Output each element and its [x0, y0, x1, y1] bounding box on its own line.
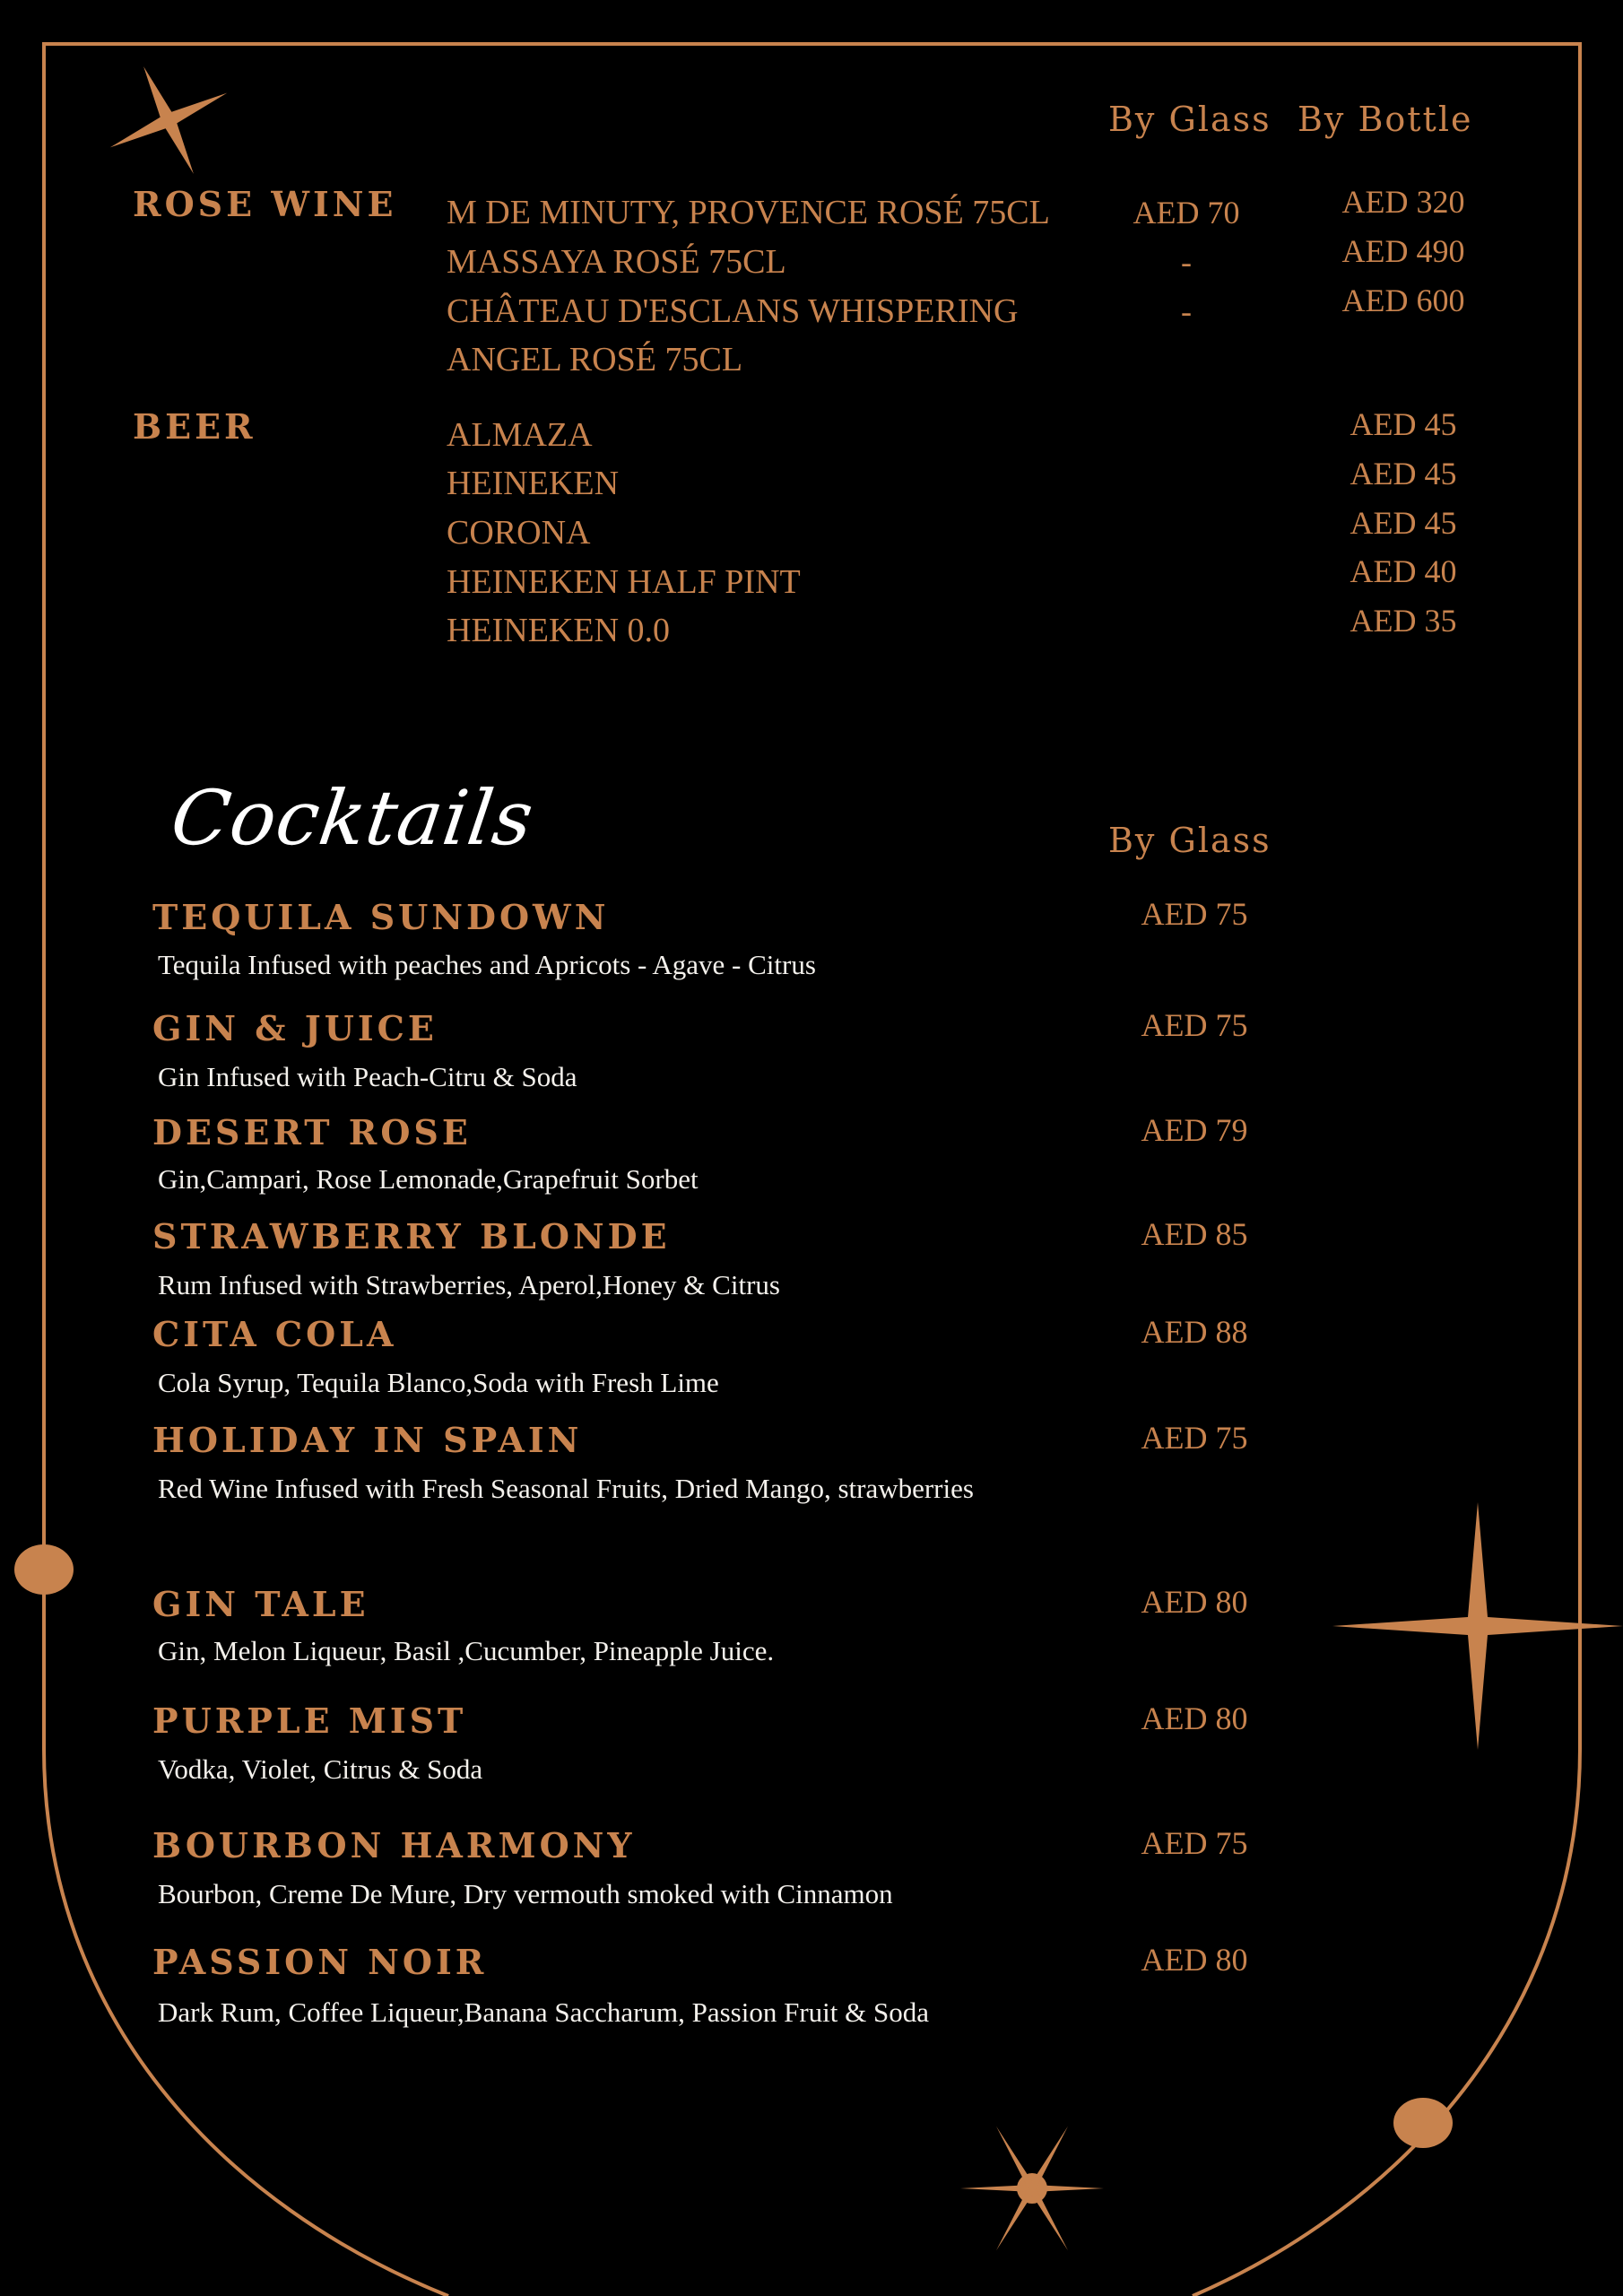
cocktail-price: AED 80	[1141, 1700, 1248, 1736]
beer-price: AED 45	[1350, 505, 1457, 541]
beer-item-name: HEINEKEN	[447, 465, 620, 502]
four-point-star-icon	[85, 39, 252, 201]
cocktail-description: Gin, Melon Liqueur, Basil ,Cucumber, Pineapple Juice.	[158, 1635, 775, 1666]
wine-item-name: MASSAYA ROSÉ 75CL	[447, 243, 786, 281]
wine-bottle-price: AED 320	[1341, 184, 1465, 220]
beer-item-name: HEINEKEN HALF PINT	[447, 563, 801, 601]
cocktail-description: Gin Infused with Peach-Citru & Soda	[158, 1061, 577, 1092]
wine-item-name: M DE MINUTY, PROVENCE ROSÉ 75CL	[447, 194, 1050, 231]
wine-bottle-price: AED 600	[1341, 283, 1465, 318]
by-glass-header: By Glass	[1108, 100, 1271, 139]
cocktail-name: PURPLE MIST	[152, 1700, 467, 1741]
by-bottle-header: By Bottle	[1298, 100, 1473, 139]
cocktail-price: AED 75	[1141, 1420, 1248, 1456]
beer-price: AED 45	[1350, 406, 1457, 442]
wine-glass-price: -	[1181, 244, 1192, 280]
category-rose-wine: ROSE WINE	[133, 184, 397, 224]
beer-item-name: HEINEKEN 0.0	[447, 612, 671, 649]
cocktails-by-glass-header: By Glass	[1108, 821, 1271, 860]
cocktail-description: Dark Rum, Coffee Liqueur,Banana Saccharum, Passion Fruit & Soda	[158, 1996, 929, 2028]
cocktail-price: AED 75	[1141, 896, 1248, 932]
dot-ornament-icon	[14, 1544, 74, 1595]
beer-item-name: CORONA	[447, 514, 591, 552]
wine-glass-price: -	[1181, 293, 1192, 329]
cocktail-name: STRAWBERRY BLONDE	[152, 1216, 671, 1257]
wine-item-name: ANGEL ROSÉ 75CL	[447, 341, 743, 378]
cocktail-description: Tequila Infused with peaches and Apricots - Agave - Citrus	[158, 949, 816, 980]
cocktail-name: HOLIDAY IN SPAIN	[152, 1420, 583, 1460]
cocktail-description: Gin,Campari, Rose Lemonade,Grapefruit Sorbet	[158, 1163, 699, 1195]
cocktail-description: Bourbon, Creme De Mure, Dry vermouth smoked with Cinnamon	[158, 1878, 893, 1909]
category-beer: BEER	[133, 406, 256, 447]
cocktail-name: BOURBON HARMONY	[152, 1825, 636, 1866]
cocktail-name: GIN TALE	[152, 1584, 369, 1624]
cocktail-price: AED 80	[1141, 1942, 1248, 1978]
cocktail-name: GIN & JUICE	[152, 1008, 438, 1048]
cocktail-name: TEQUILA SUNDOWN	[152, 897, 610, 937]
wine-glass-price: AED 70	[1133, 195, 1240, 230]
cocktail-description: Red Wine Infused with Fresh Seasonal Fruits, Dried Mango, strawberries	[158, 1473, 974, 1504]
cocktails-title: Cocktails	[166, 774, 540, 862]
cocktail-price: AED 85	[1141, 1216, 1248, 1252]
cocktail-description: Cola Syrup, Tequila Blanco,Soda with Fresh Lime	[158, 1367, 719, 1398]
cocktail-price: AED 79	[1141, 1112, 1248, 1148]
cocktail-description: Rum Infused with Strawberries, Aperol,Honey & Citrus	[158, 1269, 780, 1300]
cocktail-price: AED 80	[1141, 1584, 1248, 1620]
six-point-star-icon	[960, 2125, 1104, 2253]
cocktail-price: AED 88	[1141, 1314, 1248, 1350]
beer-price: AED 45	[1350, 456, 1457, 491]
wine-item-name: CHÂTEAU D'ESCLANS WHISPERING	[447, 292, 1019, 330]
cocktail-name: PASSION NOIR	[152, 1942, 488, 1982]
cocktail-price: AED 75	[1141, 1825, 1248, 1861]
dot-ornament-icon	[1393, 2098, 1453, 2148]
beer-price: AED 40	[1350, 553, 1457, 589]
cocktail-name: CITA COLA	[152, 1314, 397, 1354]
wine-bottle-price: AED 490	[1341, 233, 1465, 269]
cocktail-price: AED 75	[1141, 1007, 1248, 1043]
beer-item-name: ALMAZA	[447, 416, 593, 454]
cocktail-description: Vodka, Violet, Citrus & Soda	[158, 1753, 483, 1785]
cocktail-name: DESERT ROSE	[152, 1112, 472, 1152]
beer-price: AED 35	[1350, 603, 1457, 639]
